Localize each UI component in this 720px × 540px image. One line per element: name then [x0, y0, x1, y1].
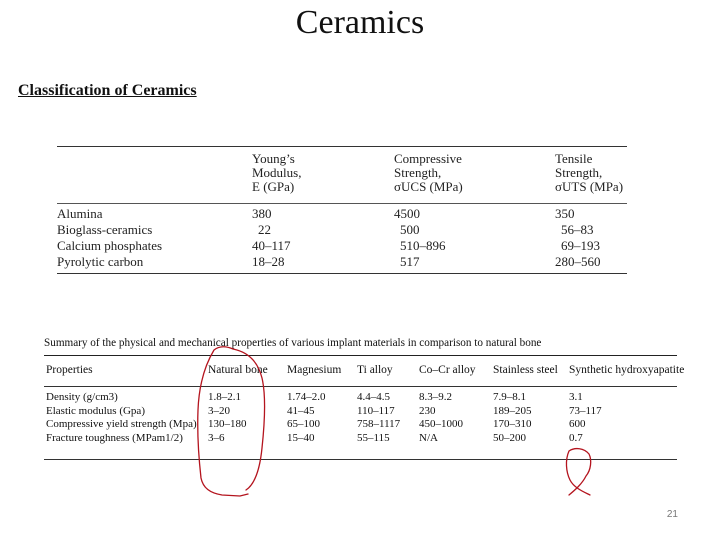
cell-hydroxyapatite: 600: [569, 418, 586, 430]
cell-stainless-steel: 50–200: [493, 431, 526, 444]
header-ti-alloy: Ti alloy: [357, 364, 393, 376]
cell-material: Alumina: [57, 206, 103, 221]
header-magnesium: Magnesium: [287, 364, 342, 376]
cell-ti-alloy: 758–1117: [357, 418, 401, 430]
ceramics-properties-table: [57, 146, 627, 274]
cell-magnesium: 65–100: [287, 418, 320, 430]
cell-stainless-steel: 189–205: [493, 404, 532, 417]
cell-natural-bone: 3–6: [208, 431, 225, 444]
header-properties: Properties: [46, 364, 93, 376]
cell-magnesium: 1.74–2.0: [287, 391, 326, 403]
cell-material: Calcium phosphates: [57, 238, 163, 253]
cell-modulus: 40–117: [252, 238, 291, 253]
slide-subtitle: Classification of Ceramics: [18, 82, 197, 99]
table-row: [57, 254, 627, 270]
cell-modulus: 18–28: [252, 254, 285, 269]
table-header: [44, 356, 685, 386]
table-row: [44, 405, 677, 419]
header-compressive-strength: Compressive Strength, σUCS (MPa): [394, 151, 463, 194]
cell-property: Compressive yield strength (Mpa): [46, 418, 197, 430]
cell-tensile: 350: [555, 206, 575, 221]
cell-natural-bone: 1.8–2.1: [208, 391, 241, 403]
cell-material: Bioglass-ceramics: [57, 222, 153, 237]
cell-ti-alloy: 55–115: [357, 431, 390, 444]
table-body: [57, 204, 627, 273]
cell-compressive: 517: [400, 254, 420, 269]
header-natural-bone: Natural bone: [208, 364, 268, 376]
table-row: [44, 391, 677, 405]
cell-stainless-steel: 7.9–8.1: [493, 391, 526, 403]
cell-hydroxyapatite: 3.1: [569, 391, 583, 403]
implant-table-caption: Summary of the physical and mechanical properties of various implant materials in comparison to natural bone: [44, 337, 542, 349]
table-bottom-rule: [57, 273, 627, 274]
cell-co-cr-alloy: 450–1000: [419, 418, 463, 430]
cell-tensile: 69–193: [561, 238, 600, 253]
table-header: [57, 147, 627, 203]
cell-modulus: 22: [258, 222, 271, 237]
cell-modulus: 380: [252, 206, 272, 221]
cell-material: Pyrolytic carbon: [57, 254, 144, 269]
cell-natural-bone: 130–180: [208, 418, 247, 430]
cell-stainless-steel: 170–310: [493, 418, 532, 430]
cell-property: Density (g/cm3): [46, 391, 118, 403]
cell-co-cr-alloy: 8.3–9.2: [419, 391, 452, 403]
cell-magnesium: 41–45: [287, 404, 315, 417]
slide-number: 21: [666, 509, 678, 520]
cell-co-cr-alloy: 230: [419, 404, 436, 417]
cell-compressive: 510–896: [400, 238, 446, 253]
header-tensile-strength: Tensile Strength, σUTS (MPa): [555, 151, 624, 194]
cell-tensile: 56–83: [561, 222, 594, 237]
table-row: [44, 432, 677, 446]
cell-hydroxyapatite: 0.7: [569, 431, 583, 444]
header-synthetic-hydroxyapatite: Synthetic hydroxyapatite: [569, 364, 685, 376]
cell-co-cr-alloy: N/A: [419, 431, 438, 444]
cell-compressive: 4500: [394, 206, 420, 221]
cell-magnesium: 15–40: [287, 431, 315, 444]
cell-hydroxyapatite: 73–117: [569, 404, 602, 417]
table-body: [44, 387, 677, 459]
cell-property: Elastic modulus (Gpa): [46, 404, 145, 417]
header-co-cr-alloy: Co–Cr alloy: [419, 364, 476, 376]
cell-ti-alloy: 110–117: [357, 404, 395, 417]
slide-title: Ceramics: [295, 4, 425, 41]
table-row: [57, 238, 627, 254]
header-stainless-steel: Stainless steel: [493, 364, 558, 376]
cell-compressive: 500: [400, 222, 420, 237]
implant-materials-table: [44, 355, 685, 460]
table-row: [57, 206, 627, 222]
cell-natural-bone: 3–20: [208, 404, 230, 417]
cell-property: Fracture toughness (MPam1/2): [46, 431, 183, 444]
table-row: [57, 222, 627, 238]
cell-ti-alloy: 4.4–4.5: [357, 391, 390, 403]
header-youngs-modulus: Young’s Modulus, E (GPa): [252, 151, 302, 194]
table-bottom-rule: [44, 459, 677, 460]
cell-tensile: 280–560: [555, 254, 601, 269]
table-row: [44, 418, 677, 432]
